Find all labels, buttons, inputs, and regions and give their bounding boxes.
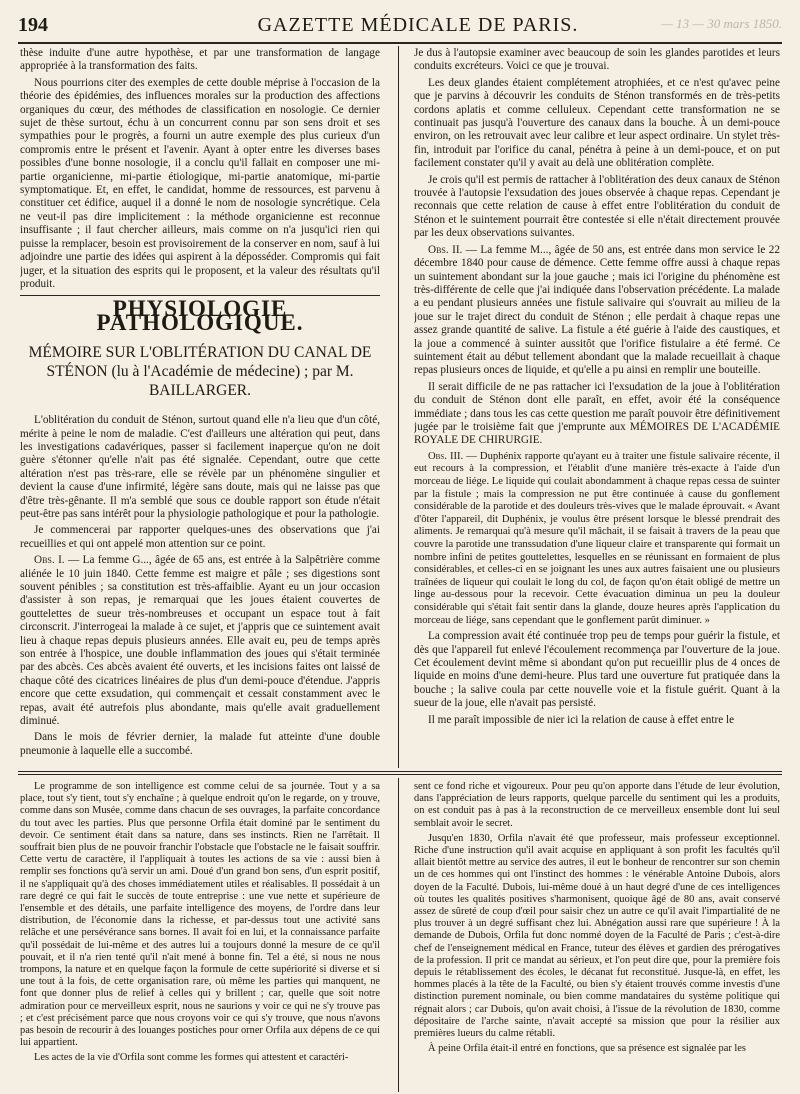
observation-text: — La femme M..., âgée de 50 ans, est entrée dans mon service le 22 décembre 1840 pour cause de démence. Cette femme offre aussi à chaque repas un suintement abondant sur la joue gauche ; mais ici l'origine du phénomène est très-différente de celle que j'ai indiquée dans l'observation précédente. La malade a eu pendant plusieurs années une fistule salivaire qui s'ouvrait au milieu de la joue sur le trajet direct du conduit de Sténon ; elle perdait à chaque repas une assez grande quantité de salive. La fistule a été guérie à l'aide des caustiques, et la joue a commencé à suinter aussitôt que l'orifice fistulaire a été fermé. Ce suintement était au début tellement abondant que la malade recueillait à chaque repas plusieurs onces de liquide, et qu'elle a pu ainsi en remplir une bouteille. bbox=[414, 243, 780, 377]
paragraph: Je crois qu'il est permis de rattacher à l'oblitération des deux canaux de Sténon trouvée à l'autopsie l'exsudation des joues observée à chaque repas. Cependant je reconnais que cette relation de cause à effet entre l'oblitération du conduit de Sténon et le suintement pourrait être contestée si elle n'était directement prouvée par les deux observations suivantes. bbox=[414, 173, 780, 240]
paragraph: Les actes de la vie d'Orfila sont comme les formes qui attestent et caractéri- bbox=[34, 1052, 349, 1064]
paragraph: Il serait difficile de ne pas rattacher ici l'exsudation de la joue à l'oblitération du conduit de Sténon dont elle paraît, en effet, avoir été la conséquence immédiate ; dans tous les cas cette question me paraît pouvoir être définitivement jugée par le troisième fait que j'emprunte aux MÉMOIRES DE L'ACADÉMIE ROYALE DE CHIRURGIE. bbox=[414, 380, 780, 447]
paragraph bbox=[414, 451, 780, 627]
page-number: 194 bbox=[18, 14, 48, 36]
paragraph: sent ce fond riche et vigoureux. Pour peu qu'on apporte dans l'étude de leur évolution, dans l'appréciation de leurs rapports, quelque parcelle du sentiment qui les a produits, on est conduit pas à pas à la reconstruction de ce merveilleux ensemble dont lui seul semblait avoir le secret. bbox=[414, 781, 780, 829]
paragraph: Il me paraît impossible de nier ici la relation de cause à effet entre le bbox=[428, 713, 735, 726]
paragraph: L'oblitération du conduit de Sténon, surtout quand elle n'a lieu que d'un côté, mérite à peine le nom de maladie. C'est d'ailleurs une altération qui peut, dans les investigations cadavériques, passer si facilement inaperçue qu'on ne doit guère s'étonner qu'elle n'ait pas été signalée. Cependant, outre que cette altération n'est pas très-rare, elle se révèle par un phénomène singulier et devient la cause d'une infirmité, légère sans doute, mais qui ne laisse pas que d'être très-gênante. Il m'a semblé que sous ce double rapport son étude n'était peut-être pas sans intérêt pour la physiologie pathologique et pour la pathologie. bbox=[20, 414, 380, 520]
paragraph: Dans le mois de février dernier, la malade fut atteinte d'une double pneumonie à laquelle elle a succombé. bbox=[20, 731, 380, 757]
paragraph: Jusqu'en 1830, Orfila n'avait été que professeur, mais professeur exceptionnel. Riche d'une instruction qu'il avait acquise en appliquant à son profit les facultés qu'il allait bientôt mettre au service des autres, il eut le bonheur de rencontrer sur son chemin un de ces hommes qui ont l'instinct des hommes : le vénérable Antoine Dubois, alors doyen de la Faculté. Dubois, lui-même doué à un haut degré d'une de ces intelligences où toutes les qualités positives s'harmonisent, quoique âgé de 80 ans, avait conservé assez de sûreté de coup d'œil pour saisir chez un autre ce qu'il avait l'impartialité de ne plus trouver à un degré suffisant chez lui. Abnégation aussi rare que supérieure ! À la demande de Dubois, Orfila fut donc nommé doyen de la Faculté de Paris ; c'est-à-dire chef de l'enseignement médical en France, tuteur des élèves et gardien des prérogatives de la profession. Il prit ce mandat au sérieux, et l'on peut dire que, pour la première fois depuis le rétablissement des écoles, le décanat fut reconstitué. Jusque-là, en effet, les hommes placés à la tête de la Faculté, ou bien s'y étaient trouvés comme investis d'une distinction purement nominale, ou bien comme mandataires du système politique qui régnait alors ; car Dubois, qu'on avait choisi, à l'issue de la révolution de 1830, comme dépositaire de l'arche sainte, n'avait accepté sa mission que pour la résilier aux premières lueurs du calme rétabli. bbox=[414, 832, 780, 1040]
section-title: PHYSIOLOGIE PATHOLOGIQUE. bbox=[96, 296, 304, 335]
left-column bbox=[20, 47, 380, 765]
paragraph: Le programme de son intelligence est comme celui de sa journée. Tout y a sa place, tout s'y tient, tout s'y enchaîne ; à quelque endroit qu'on le regarde, on y trouve, comme dans son Musée, comme dans chacun de ses ouvrages, la parfaite concordance du tout avec les parties. Plus que personne Orfila était dominé par le sentiment du devoir. Ce sentiment était dans sa nature, dans ses instincts. Rien ne l'arrêtait. Il souffrait bien plus de ne pouvoir franchir l'obstacle que l'obstacle ne le faisait souffrir. Cette vertu de caractère, il l'appliquait à toutes les actions de sa vie : aussi bien à remplir ses fonctions qu'à servir un ami. Doué d'un grand bon sens, d'un esprit positif, il ne s'appliquait qu'à des choses immédiatement utiles et réalisables. Il possédait à un rare degré ce qui fait le succès de toute entreprise : une vue nette et supérieure de l'ensemble et des détails, une parfaite intelligence des moyens, de l'ordre dans leur distribution, de l'économie dans la richesse, et par-dessus tout une activité sans relâche et une persévérance sans bornes. Il avait foi en lui, et la connaissance parfaite qu'il possédait de lui-même et des autres lui a toujours donné la mesure de ce qu'il pouvait, et il n'a rien tenté qu'il n'ait mené à bonne fin. Tel a été, si nous ne nous trompons, la nature et en quelque façon la formule de cette supériorité si diverse et si une tout à la fois, de cette organisation rare, où même les parties qui manquent, ne font que donner plus de relief à celles qui y brillent ; car, quelle que soit notre admiration pour ce merveilleux esprit, nous ne saurions y voir ce qui ne s'y trouve pas ; et c'est précisément parce que nous croyons voir ce qui s'y trouve, que nous n'avons pas besoin de recourir à des louanges postiches pour orner Orfila aux dépens de ce qui lui appartient. bbox=[20, 781, 380, 1049]
right-column bbox=[414, 47, 780, 765]
observation-text: — La femme G..., âgée de 65 ans, est entrée à la Salpêtrière comme aliénée le 10 juin 1840. Cette femme est maigre et pâle ; ses digestions sont souvent pénibles ; sa constitution est très-affaiblie. Ayant eu un jour occasion d'assister à son repas, je remarquai que les joues étaient couvertes de gouttelettes de sueur très-nombreuses et occupant un espace tout à fait circonscrit. J'interrogeai la malade à ce sujet, et j'appris que ce suintement avait lieu à chaque repas depuis plusieurs années. Elle avait eu, peu de temps après son entrée à l'hospice, une double inflammation des joues qui s'était terminée par des abcès. Ces abcès avaient été ouverts, et les incisions faites ont laissé de chaque côté des cicatrices linéaires de plus d'un demi-pouce d'étendue. J'appris encore que cette exsudation, qui commençait et cessait constamment avec le repas, avait été autrefois plus abondante, mais qu'elle avait graduellement diminué. bbox=[20, 554, 380, 728]
observation-text: — Duphénix rapporte qu'ayant eu à traiter une fistule salivaire récente, il eut recours à la compression, et l'établit d'une manière très-exacte à l'aide d'un morceau de liége. Le liquide qui coulait abondamment à chaque repas cessa de suinter par la fistule ; mais la compression ne put être continuée à cause du gonflement considérable de la parotide et des douleurs très-vives que le malade éprouvait. « Avant d'ôter l'appareil, dit Duphénix, je voulus être présent lorsque le blessé prendrait des aliments. Je remarquai qu'à mesure qu'il mâchait, il se faisait à travers de la peau que couvre la parotide une transsudation d'une liqueur claire et transparente qui formait un nombre infini de petites gouttelettes, lesquelles en se réunissant en formaient de plus considérables, et celles-ci en se joignant les unes aux autres faisaient une ou plusieurs traînées de liqueur qui coulait le long du col, de façon qu'on était obligé de mettre un linge au-dessous pour la recevoir. Cette évacuation diminua un peu la douleur considérable qui s'était fait sentir dans la glande, douze heures après l'application du morceau de liége, sans cependant que le gonflement parût diminuer. » bbox=[414, 450, 780, 626]
feuilleton-rule-bottom bbox=[18, 774, 782, 775]
paragraph: Les deux glandes étaient complétement atrophiées, et ce n'est qu'avec peine que je parvins à découvrir les conduits de Sténon transformés en de très-petits cordons aplatis et comme celluleux. Cependant cette transformation ne se continuait pas jusqu'à l'ouverture des canaux dans la bouche. À un demi-pouce environ, on les retrouvait avec leur calibre et leur aspect ordinaire. Un stylet très-fin, introduit par l'orifice du canal, pénétra à peine à un demi-pouce, et on put facilement constater qu'il y avait au delà une oblitération complète. bbox=[414, 76, 780, 170]
bleed-through-text: — 13 — 30 mars 1850. bbox=[661, 16, 782, 31]
paragraph: thèse induite d'une autre hypothèse, et par une transformation de langage appropriée à la transformation des faits. bbox=[20, 47, 380, 73]
feuilleton-divider bbox=[398, 778, 399, 1092]
memoire-title: MÉMOIRE SUR L'OBLITÉRATION DU CANAL DE STÉNON (lu à l'Académie de médecine) ; par M. BAILLARGER. bbox=[28, 344, 372, 400]
feuilleton-rule-top bbox=[18, 771, 782, 772]
observation-label: Obs. II. bbox=[428, 243, 463, 256]
feuilleton-right-column bbox=[414, 781, 780, 1091]
paragraph: Nous pourrions citer des exemples de cette double méprise à l'occasion de la théorie des épidémies, des influences morales sur la production des affections organiques du cœur, des méthodes de classification en nosologie. Ce dernier sujet de thèse surtout, échu à un concurrent connu par son sens droit et ses sympathies pour le progrès, a fourni un autre exemple des plus curieux d'un compromis entre le présent et l'avenir. Ayant à opter entre les diverses bases possibles d'une bonne nosologie, il a conclu qu'il fallait en composer une mi-partie organicienne, mi-partie étiologique, mi-partie anatomique, mi-partie symptomatique. Et, en effet, le candidat, homme de ressources, est parvenu à constituer cet édifice, auquel il a donné le nom de nosologie syncrétique. Cela ne veut-il pas dire implicitement : la méthode organicienne est reconnue insuffisante ; il faut chercher ailleurs, mais comme on n'a jusqu'ici rien qui puisse la remplacer, besoin est provisoirement de la conserver en nom, sauf à lui adjoindre une partie des idées qui aspirent à la déposséder. Compromis qui fait juger, et la situation des esprits qui le proposent, et la valeur des résultats qu'il produit. bbox=[20, 76, 380, 290]
page-header bbox=[18, 14, 782, 40]
observation-label: Obs. III. bbox=[428, 450, 464, 462]
paragraph: La compression avait été continuée trop peu de temps pour guérir la fistule, et dès que l'appareil fut enlevé l'écoulement recommença par l'ouverture de la joue. Cet écoulement devint même si abondant qu'on put recueillir plus de 4 onces de liquide en moins d'une demi-heure. Plus tard une ouverture fut pratiquée dans la bouche ; la salive coula par cette nouvelle voie et la fistule guérit. Quant à la sueur de la joue, elle n'avait pas persisté. bbox=[414, 630, 780, 710]
paragraph bbox=[20, 554, 380, 728]
header-rule bbox=[18, 42, 782, 44]
paragraph: À peine Orfila était-il entré en fonctions, que sa présence est signalée par les bbox=[428, 1043, 746, 1055]
paragraph: Je dus à l'autopsie examiner avec beaucoup de soin les glandes parotides et leurs conduits excréteurs. Voici ce que je trouvai. bbox=[414, 47, 780, 73]
paragraph bbox=[414, 244, 780, 378]
column-divider bbox=[398, 46, 399, 768]
feuilleton-left-column bbox=[20, 781, 380, 1091]
journal-title: GAZETTE MÉDICALE DE PARIS. bbox=[257, 14, 579, 36]
paragraph: Je commencerai par rapporter quelques-unes des observations que j'ai recueillies et qui ont appelé mon attention sur ce point. bbox=[20, 524, 380, 550]
observation-label: Obs. I. bbox=[34, 554, 65, 567]
